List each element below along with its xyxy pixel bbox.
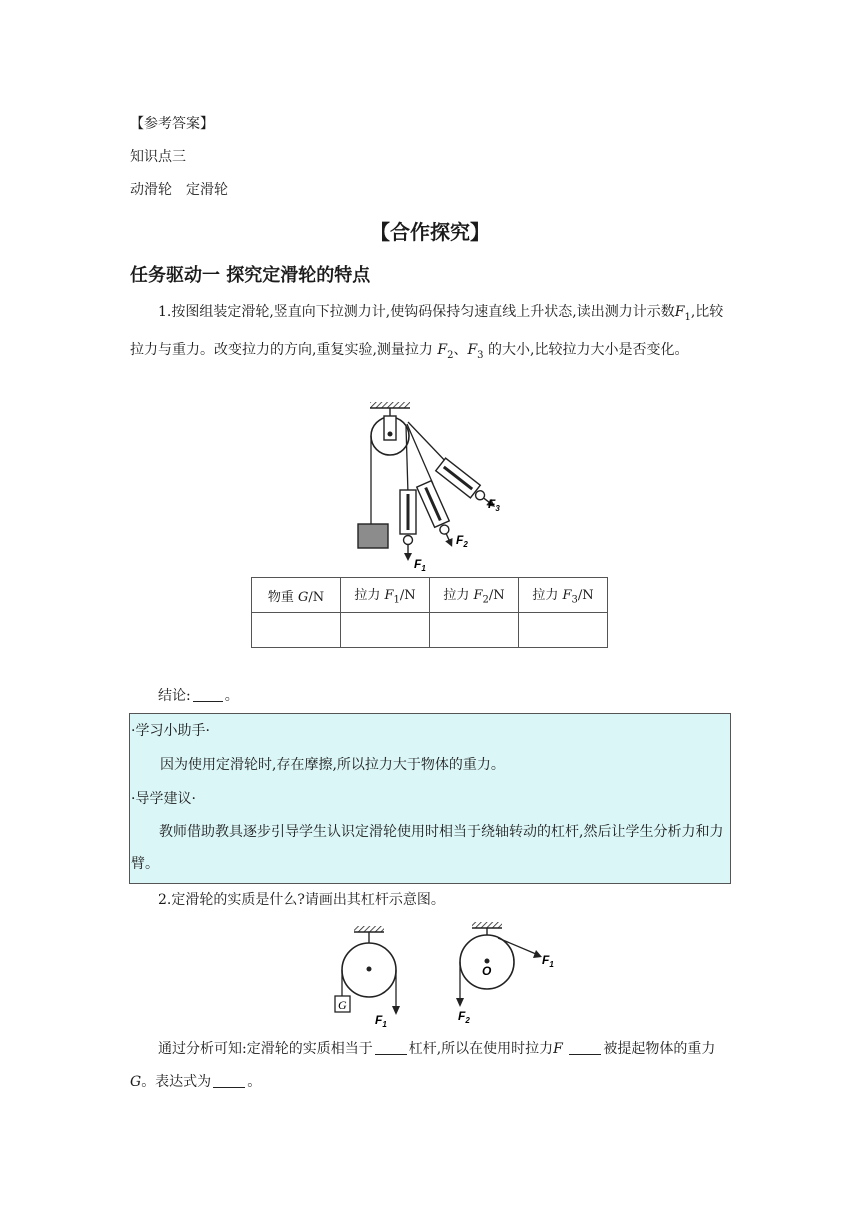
knowledge-point: 知识点三	[130, 149, 186, 165]
figure2-label-f1: $F_1$	[375, 1013, 387, 1028]
analysis-paragraph: 通过分析可知:定滑轮的实质相当于 杠杆,所以在使用时拉力F 被提起物体的重力 G。表达式为 。	[130, 1041, 716, 1090]
spring-scale-f1-icon	[400, 490, 416, 561]
figure2-label-g: G	[338, 998, 347, 1012]
figure2-label-f2: $F_2$	[458, 1009, 470, 1025]
fixed-pulley-icon	[371, 416, 409, 455]
table-header-cell: 拉力 $F_1/N$	[341, 578, 430, 613]
table-header-cell: 拉力 $F_2/N$	[430, 578, 519, 613]
conclusion-blank[interactable]	[193, 687, 223, 702]
table-header-cell: 物重 G/N	[252, 578, 341, 613]
table-input-cell[interactable]	[252, 613, 341, 648]
helper-title: ·学习小助手·	[131, 723, 210, 739]
task1-title: 任务驱动一 探究定滑轮的特点	[130, 265, 371, 286]
lever-type-blank[interactable]	[375, 1040, 407, 1055]
pulley-experiment-figure	[340, 398, 520, 574]
force-relation-blank[interactable]	[569, 1040, 601, 1055]
figure2-label-f1b: $F_1$	[542, 953, 554, 969]
table-input-cell[interactable]	[341, 613, 430, 648]
question-2: 2.定滑轮的实质是什么?请画出其杠杆示意图。	[158, 892, 445, 908]
conclusion-line: 结论: 。	[158, 688, 239, 704]
question-1: 1.按图组装定滑轮,竖直向下拉测力计,使钩码保持匀速直线上升状态,读出测力计示数$F_1$,比较拉力与重力。改变拉力的方向,重复实验,测量拉力 $F_2$、$F_3$ 的大小,比较拉力大小是否变化。	[130, 304, 724, 361]
advice-title: ·导学建议·	[131, 791, 196, 807]
weight-block-icon	[358, 524, 388, 548]
spring-scale-f2-icon	[417, 481, 460, 551]
lever-diagram-icon	[456, 922, 542, 1007]
figure2-label-o: O	[482, 964, 492, 978]
figure1-label-f1: $F_1$	[414, 557, 426, 573]
answer-header: 【参考答案】	[130, 116, 214, 132]
expression-blank[interactable]	[213, 1073, 245, 1088]
table-header-row	[252, 578, 608, 613]
helper-text: 因为使用定滑轮时,存在摩擦,所以拉力大于物体的重力。	[160, 757, 505, 773]
table-input-cell[interactable]	[430, 613, 519, 648]
section-title: 【合作探究】	[370, 220, 490, 244]
table-row	[252, 613, 608, 648]
figure1-label-f2: $F_2$	[456, 533, 468, 549]
table-input-cell[interactable]	[519, 613, 608, 648]
answer-text: 动滑轮 定滑轮	[130, 182, 228, 198]
advice-text: 教师借助教具逐步引导学生认识定滑轮使用时相当于绕轴转动的杠杆,然后让学生分析力和力臂。	[131, 824, 724, 872]
measurement-table	[251, 577, 608, 648]
ceiling-mount-icon	[370, 402, 410, 416]
study-tips-box	[129, 713, 731, 884]
table-header-cell: 拉力 $F_3/N$	[519, 578, 608, 613]
figure1-label-f3: $F_3$	[488, 497, 500, 513]
pulley-lever-figure	[330, 920, 570, 1028]
